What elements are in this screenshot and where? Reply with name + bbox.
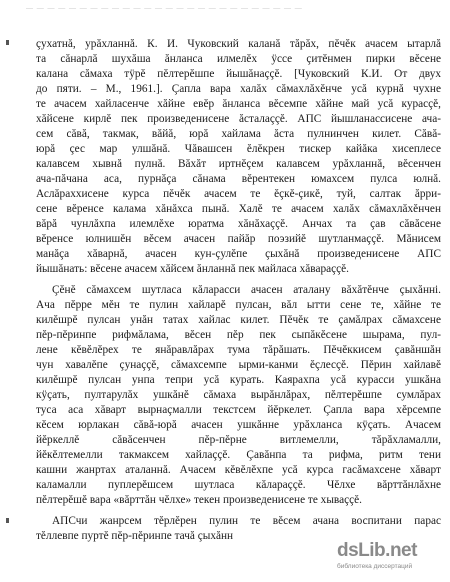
watermark-logo: dsLib.net: [337, 540, 417, 561]
text-line: АПСчи жанрсем тĕрлĕрен пулин те вĕсем ачана воспитани парас: [52, 515, 441, 527]
text-line: çухатнă, урăхланнă. К. И. Чуковский каланă тăрăх, пĕчĕк ачасем ытарлă: [36, 38, 441, 50]
text-line: манăçа хăварнă, ачасен кун-çулĕпе çыхăнă произведенисене АПС: [36, 248, 441, 260]
text-line: пĕр-пĕринпе рифмăлама, вĕсен пĕр пек сыпăкĕсене шырама, пул-: [36, 329, 441, 341]
text-line: кĕсем юрлакан сăвă-юрă ачасен ушкăнне урăхланса кÿçать. Ачасем: [36, 419, 441, 431]
text-line: килĕшрĕ пулсан унăн татах хайлас килет. Пĕчĕк те çамăлрах сăмахсене: [36, 314, 441, 326]
text-line: Ача пĕрре мĕн те пулин хайларĕ пулсан, вăл ытти сене те, хăйне те: [36, 299, 441, 311]
text-line: лене кĕвĕлĕрех те янăравлăрах тума тăрăшать. Пĕчĕккисем çавăншăн: [36, 344, 441, 356]
text-line: йĕкĕлтемелли такмаксем хайлаççĕ. Çавăнпа та рифма, ритм тени: [36, 449, 441, 461]
text-line: йышăнать: вĕсене ачасем хăйсем ăнланнă пек майласа хăвараççĕ.: [36, 263, 349, 275]
text-line: сем сăвă, такмак, вăйă, юрă хайлама ăста пулнинчен килет. Сăвă-: [36, 128, 441, 140]
watermark-subtitle: библиотека диссертаций: [337, 563, 413, 570]
text-line: каламалли пуплерĕшсем шутласа кăлараççĕ. Чĕлхе вăрттăнлăхне: [36, 479, 441, 491]
text-line: ача-пăчана аса, пурнăça сăнама вĕрентекен юмахсем пулса юлнă.: [36, 173, 441, 185]
text-line: хăйсене кирлĕ пек произведенисене ăсталаççĕ. АПС йышланассисене ача-: [36, 113, 441, 125]
text-line: те ачасем хайласенче хăйне евĕр ăнланса вĕсемпе хăйне май усă курасçĕ,: [36, 98, 441, 110]
text-line: до пяти. – М., 1961.]. Çапла вара халăх сăмахлăхĕнче усă курнă чухне: [36, 83, 441, 95]
text-line: Аслăраххисене курса пĕчĕк ачасем те ĕçкĕ-çикĕ, туй, салтак ăрри-: [36, 188, 441, 200]
text-line: та сăнарлă шухăша ăнланса илмелĕх ÿссе çитĕнмен пирки вĕсене: [36, 53, 441, 65]
text-line: Çĕнĕ сăмахсем шутласа кăларасси ачасен аталану вăхăтĕнче çыхăнні.: [52, 284, 441, 296]
text-line: вăрă чунлăхпа илемлĕхе юратма хăнăхаççĕ. Анчах та çав сăвăсене: [36, 218, 441, 230]
text-line: кÿçать, пултарулăх ушкăнĕ сăмаха вырăнлăрах, пĕлтерĕшпе сумлăрах: [36, 389, 441, 401]
text-line: туса аса хăварт вырнаçмалли текстсем йĕркелет. Çапла вара хĕрсемпе: [36, 404, 441, 416]
margin-mark: [6, 518, 9, 523]
text-line: вĕренсе юлнишĕн вĕсем ачасен пайăр поэзийĕ шутланмаççĕ. Мăнисем: [36, 233, 441, 245]
faded-header-line: — — — — — — — — — — — — — — — — — — — — — — — — — —: [26, 4, 303, 12]
text-line: йĕркеллĕ сăвăсенчен пĕр-пĕрне витлемелли, тăрăхламалли,: [36, 434, 441, 446]
text-line: сене вĕренсе калама хăнăхса пынă. Халĕ те ачасем халăх сăмахлăхĕнчен: [36, 203, 441, 215]
text-line: юрă çес мар улшăнă. Чăвашсен ĕлĕкрен тискер кайăка хисеплесе: [36, 143, 441, 155]
text-line: калана сăмаха тÿрĕ пĕлтерĕшпе йышăнаççĕ. [Чуковский К.И. От двух: [36, 68, 441, 80]
watermark: [337, 540, 442, 574]
text-line: кашни жанртах аталаннă. Ачасем кĕвĕлĕхпе усă курса гасăмахсене хăварт: [36, 464, 441, 476]
text-line: килĕшрĕ пулсан унпа тепри усă курать. Каярахпа усă курасси ушкăна: [36, 374, 441, 386]
text-line: чун хавалĕпе çунаççĕ, сăмахсемпе ырми-канми ĕçлесçĕ. Пĕрин хайлавĕ: [36, 359, 441, 371]
text-line: пĕлтерĕшĕ вара «вăрттăн чĕлхе» текен произведенисене те хываççĕ.: [36, 494, 362, 506]
margin-mark: [6, 40, 9, 45]
text-line: калавсем хывнă пулнă. Вăхăт иртнĕçем калавсем урăхланнă, вĕсенчен: [36, 158, 441, 170]
text-line: тĕллевпе пуртĕ пĕр-пĕринпе тачă çыхăнн: [36, 530, 234, 542]
